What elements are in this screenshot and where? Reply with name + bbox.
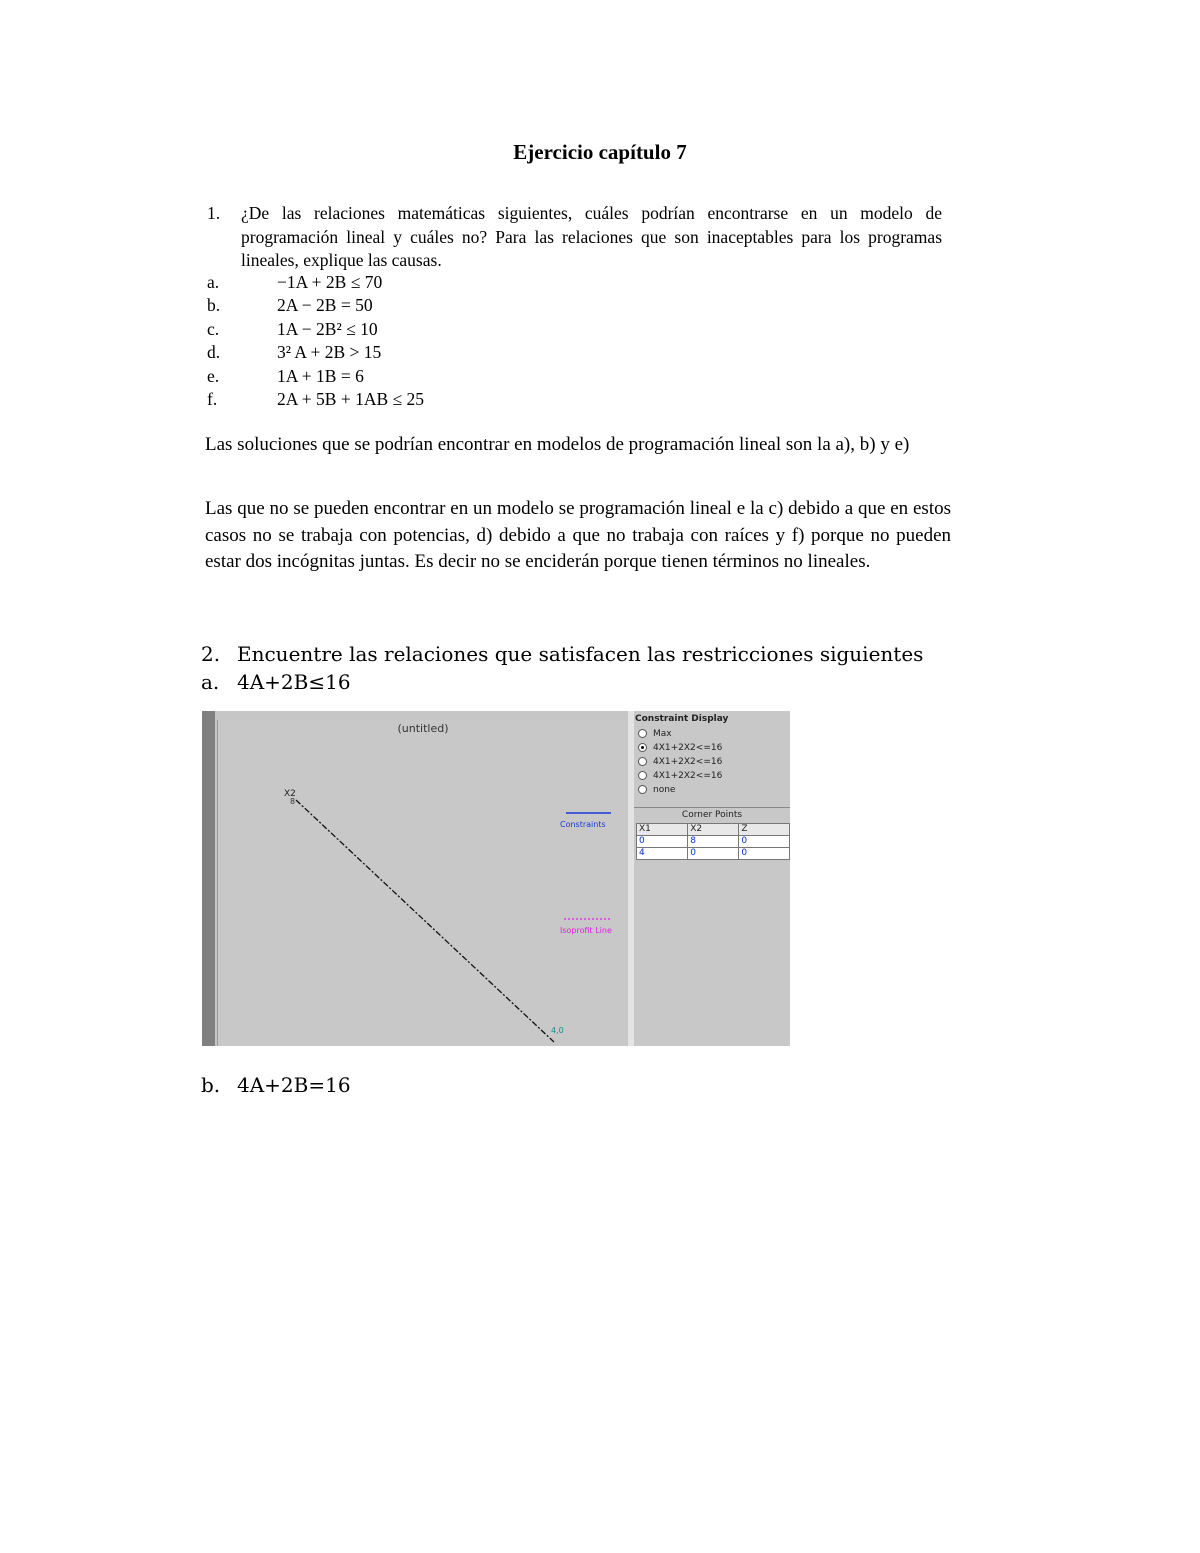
option-item <box>207 365 424 388</box>
window-edge <box>202 711 215 1046</box>
radio-option[interactable] <box>638 741 722 754</box>
option-item <box>207 294 424 317</box>
isoprofit-legend-label: Isoprofit Line <box>560 926 612 935</box>
question-1 <box>207 202 942 273</box>
sub-item-expression: 4A+2B≤16 <box>237 670 351 694</box>
answer-paragraph-2: Las que no se pueden encontrar en un modelo se programación lineal e la c) debido a que en estos casos no se trabaja con potencias, d) debido a que no trabaja con raíces y f) porque no pueden estar dos incógnitas juntas. Es decir no se enciderán porque tienen términos no lineales. <box>205 498 951 572</box>
lp-software-screenshot <box>202 711 790 1046</box>
table-cell: 0 <box>739 836 790 848</box>
sub-item-letter: b. <box>201 1073 221 1097</box>
option-letter: a. <box>207 272 220 292</box>
radio-label: 4X1+2X2<=16 <box>653 756 723 767</box>
option-letter: f. <box>207 389 218 410</box>
option-expression: 2A + 5B + 1AB ≤ 25 <box>277 389 424 410</box>
page-title: Ejercicio capítulo 7 <box>513 140 687 164</box>
table-cell: 0 <box>637 836 688 848</box>
answer-paragraph-1: Las soluciones que se podrían encontrar en modelos de programación lineal son la a), b) y e) <box>205 434 910 455</box>
panel-title: Constraint Display <box>635 714 729 724</box>
point-label-top: 8 <box>290 797 296 806</box>
option-expression: 1A + 1B = 6 <box>277 365 364 386</box>
table-cell: 4 <box>637 848 688 860</box>
sub-item-expression: 4A+2B=16 <box>237 1073 351 1097</box>
radio-icon[interactable] <box>638 729 647 738</box>
option-expression: 1A − 2B² ≤ 10 <box>277 318 378 339</box>
radio-option[interactable] <box>638 769 722 782</box>
option-letter: d. <box>207 342 221 363</box>
radio-option[interactable] <box>638 783 675 796</box>
table-header-row <box>637 824 790 836</box>
sub-item-a <box>201 668 351 696</box>
option-letter: b. <box>207 295 221 316</box>
table-cell: 0 <box>688 848 739 860</box>
option-item <box>207 388 424 411</box>
question-2 <box>201 640 923 668</box>
question-number: 1. <box>207 203 221 223</box>
constraint-display-panel <box>634 711 790 1046</box>
question-text: Encuentre las relaciones que satisfacen las restricciones siguientes <box>237 642 924 666</box>
table-cell: 8 <box>688 836 739 848</box>
table-row <box>637 848 790 860</box>
option-item <box>207 318 424 341</box>
axis-label-x2: X2 <box>284 789 296 799</box>
radio-option[interactable] <box>638 727 672 740</box>
question-number: 2. <box>201 642 221 666</box>
radio-label: Max <box>653 728 672 739</box>
option-item <box>207 341 424 364</box>
radio-option[interactable] <box>638 755 722 768</box>
option-item <box>207 271 424 294</box>
sub-item-b <box>201 1071 351 1099</box>
radio-label: 4X1+2X2<=16 <box>653 742 723 753</box>
option-list <box>207 271 424 411</box>
radio-selected-icon[interactable] <box>638 743 647 752</box>
constraints-legend-label: Constraints <box>560 820 606 829</box>
radio-icon[interactable] <box>638 785 647 794</box>
graph-area <box>217 720 628 1046</box>
point-label-bottom: 4,0 <box>551 1026 564 1035</box>
panel-separator <box>634 807 790 808</box>
table-row <box>637 836 790 848</box>
graph-title: (untitled) <box>397 722 449 735</box>
table-cell: 0 <box>739 848 790 860</box>
option-expression: −1A + 2B ≤ 70 <box>277 272 383 292</box>
radio-icon[interactable] <box>638 757 647 766</box>
option-expression: 3² A + 2B > 15 <box>277 342 382 363</box>
constraint-line <box>296 800 554 1042</box>
option-letter: e. <box>207 365 220 386</box>
radio-icon[interactable] <box>638 771 647 780</box>
question-text: ¿De las relaciones matemáticas siguientes, cuáles podrían encontrarse en un modelo de programación lineal y cuáles no? Para las relaciones que son inaceptables para los programas lineales, explique las causas. <box>241 203 942 270</box>
graph-svg <box>218 720 628 1046</box>
sub-item-letter: a. <box>201 670 220 694</box>
option-expression: 2A − 2B = 50 <box>277 295 373 316</box>
corner-points-table <box>636 823 790 860</box>
table-header-cell: Z <box>739 824 790 836</box>
table-header-cell: X1 <box>637 824 688 836</box>
radio-label: none <box>653 784 676 795</box>
option-letter: c. <box>207 318 220 339</box>
table-header-cell: X2 <box>688 824 739 836</box>
radio-label: 4X1+2X2<=16 <box>653 770 723 781</box>
corner-points-title: Corner Points <box>681 810 743 820</box>
